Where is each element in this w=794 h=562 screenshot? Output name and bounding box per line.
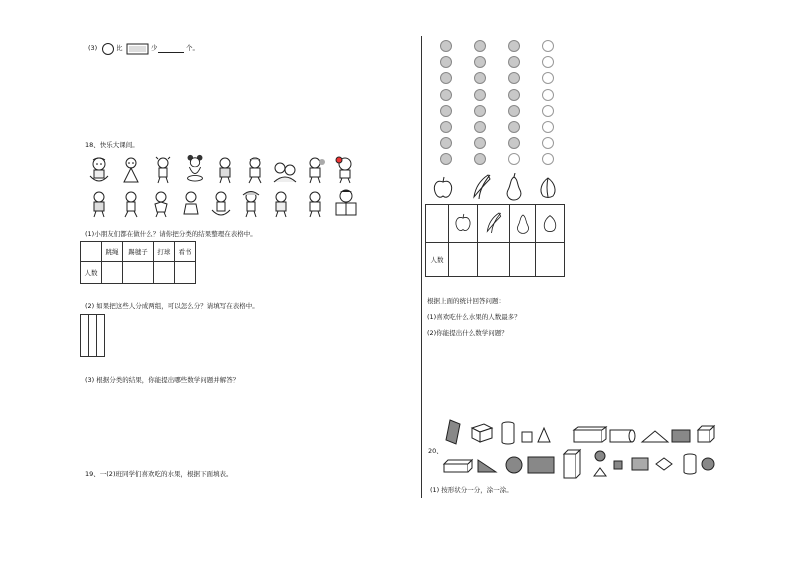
- gray-rhombus-shape: [632, 458, 648, 470]
- q3-shao: 少: [151, 44, 158, 52]
- rectangle-shape-icon: [126, 43, 150, 55]
- q19-q1: (1)喜欢吃什么水果的人数最多？: [427, 313, 521, 321]
- q20-shapes: [440, 418, 720, 480]
- filled-circle: [440, 72, 452, 84]
- filled-circle: [508, 72, 520, 84]
- kid-drawing: [152, 156, 174, 184]
- q18-sub3: (3) 根据分类的结果，你能提出哪些数学问题并解答？: [85, 376, 240, 384]
- cuboid-shape: [574, 427, 606, 442]
- gray-circle-shape-2: [702, 458, 714, 470]
- fruit-table: [425, 204, 565, 277]
- filled-circle: [440, 56, 452, 68]
- kid-drawing: [120, 156, 142, 184]
- q20-sub1: (1) 按形状分一分，涂一涂。: [430, 486, 513, 494]
- answer-cell[interactable]: [123, 262, 154, 284]
- pear-icon: [504, 173, 524, 201]
- fruit-header-peach: [535, 205, 564, 243]
- filled-circle: [474, 153, 486, 165]
- q19-heading: 19、一(2)班同学们喜欢吃的水果，根据下面填表。: [85, 470, 233, 478]
- kid-drawing: [304, 156, 326, 184]
- empty-circle: [542, 153, 554, 165]
- fruit-header-banana: [478, 205, 510, 243]
- empty-circle: [542, 89, 554, 101]
- answer-cell[interactable]: [478, 243, 510, 277]
- kid-drawing: [240, 190, 262, 218]
- header-kanshu: 看书: [174, 242, 195, 262]
- kid-drawing: [210, 190, 232, 218]
- upright-cylinder-shape: [684, 454, 696, 474]
- small-cube-shape: [698, 426, 714, 442]
- gray-rectangle-shape: [672, 430, 690, 442]
- activity-table: [80, 241, 196, 284]
- kid-drawing: [180, 190, 202, 218]
- filled-circle: [508, 121, 520, 133]
- flat-cuboid-shape: [444, 460, 472, 472]
- answer-cell[interactable]: [97, 315, 105, 357]
- empty-circle: [542, 72, 554, 84]
- filled-circle: [474, 89, 486, 101]
- kid-drawing: [88, 156, 110, 184]
- table-corner: [426, 205, 449, 243]
- filled-circle: [440, 121, 452, 133]
- small-gray-square-shape: [614, 461, 622, 469]
- q18-sub1: (1)小朋友们都在做什么？请你把分类的结果整理在表格中。: [85, 230, 257, 238]
- q19-q2: (2)你能提出什么数学问题？: [427, 329, 508, 337]
- fruit-circle-chart: [430, 38, 570, 168]
- tall-cuboid-shape: [564, 450, 580, 478]
- answer-cell[interactable]: [510, 243, 536, 277]
- filled-circle: [440, 137, 452, 149]
- gray-wide-rectangle-shape: [528, 457, 554, 473]
- kid-drawing: [88, 190, 110, 218]
- q20-heading: 20、: [428, 447, 443, 455]
- cube-shape: [472, 424, 492, 442]
- filled-circle: [508, 40, 520, 52]
- filled-circle: [440, 105, 452, 117]
- answer-cell[interactable]: [81, 315, 89, 357]
- q3-number: (3): [88, 44, 98, 52]
- filled-circle: [474, 105, 486, 117]
- row-label-renshu: 人数: [81, 262, 102, 284]
- empty-circle: [542, 56, 554, 68]
- filled-circle: [474, 40, 486, 52]
- empty-circle: [542, 121, 554, 133]
- filled-circle: [440, 153, 452, 165]
- filled-circle: [508, 137, 520, 149]
- gray-circle-shape: [506, 457, 522, 473]
- kid-drawing: [304, 190, 326, 218]
- empty-circle: [508, 153, 520, 165]
- apple-icon: [454, 213, 472, 233]
- header-tiaosheng: 跳绳: [102, 242, 123, 262]
- kid-drawing: [214, 156, 236, 184]
- kid-drawing: [150, 190, 172, 218]
- cylinder-shape: [502, 422, 514, 444]
- two-group-table: [80, 314, 105, 357]
- q19-intro: 根据上面的统计回答问题：: [427, 297, 505, 305]
- circle-shape-icon: [101, 42, 115, 56]
- banana-icon: [470, 173, 494, 201]
- gray-triangle-shape: [478, 460, 496, 472]
- empty-circle: [542, 40, 554, 52]
- empty-circle: [542, 105, 554, 117]
- answer-cell[interactable]: [89, 315, 97, 357]
- tilted-cube-shape: [656, 458, 672, 470]
- filled-circle: [508, 56, 520, 68]
- answer-blank[interactable]: [158, 52, 184, 53]
- filled-circle: [474, 137, 486, 149]
- kid-drawing: [244, 156, 266, 184]
- filled-circle: [440, 89, 452, 101]
- pear-icon: [515, 211, 531, 235]
- square-shape: [522, 432, 532, 442]
- answer-cell[interactable]: [535, 243, 564, 277]
- kid-drawing: [270, 190, 292, 218]
- q18-sub2: (2) 如果把这些人分成两组，可以怎么分？请填写在表格中。: [85, 302, 259, 310]
- answer-cell[interactable]: [102, 262, 123, 284]
- peach-icon: [541, 212, 559, 234]
- small-triangle-shape: [594, 468, 606, 476]
- fruit-header-apple: [449, 205, 478, 243]
- filled-circle: [474, 72, 486, 84]
- kid-drawing: [120, 190, 142, 218]
- kid-drawing: [184, 154, 206, 182]
- parallelogram-shape: [446, 420, 460, 444]
- filled-circle: [508, 89, 520, 101]
- filled-circle: [474, 121, 486, 133]
- answer-cell[interactable]: [153, 262, 174, 284]
- column-divider: [421, 36, 422, 498]
- header-tijianzi: 踢毽子: [123, 242, 154, 262]
- kid-drawing: [334, 156, 356, 184]
- kid-drawing: [272, 158, 298, 186]
- horizontal-cylinder-shape: [610, 430, 635, 442]
- table-corner: [81, 242, 102, 262]
- q3-bi: 比: [116, 44, 123, 52]
- header-daqiu: 打球: [153, 242, 174, 262]
- filled-circle: [508, 105, 520, 117]
- filled-circle: [474, 56, 486, 68]
- flat-triangle-shape: [642, 431, 668, 442]
- small-gray-circle-shape: [595, 451, 605, 461]
- fruit-header-pear: [510, 205, 536, 243]
- kid-reading-drawing: [332, 188, 360, 218]
- answer-cell[interactable]: [174, 262, 195, 284]
- peach-icon: [537, 175, 559, 199]
- banana-icon: [484, 211, 504, 235]
- row-label-renshu: 人数: [426, 243, 449, 277]
- q3-suffix: 个。: [186, 44, 199, 52]
- apple-icon: [432, 176, 454, 200]
- answer-cell[interactable]: [449, 243, 478, 277]
- empty-circle: [542, 137, 554, 149]
- q18-heading: 18、快乐大课间。: [85, 141, 139, 149]
- triangle-shape: [538, 428, 550, 442]
- filled-circle: [440, 40, 452, 52]
